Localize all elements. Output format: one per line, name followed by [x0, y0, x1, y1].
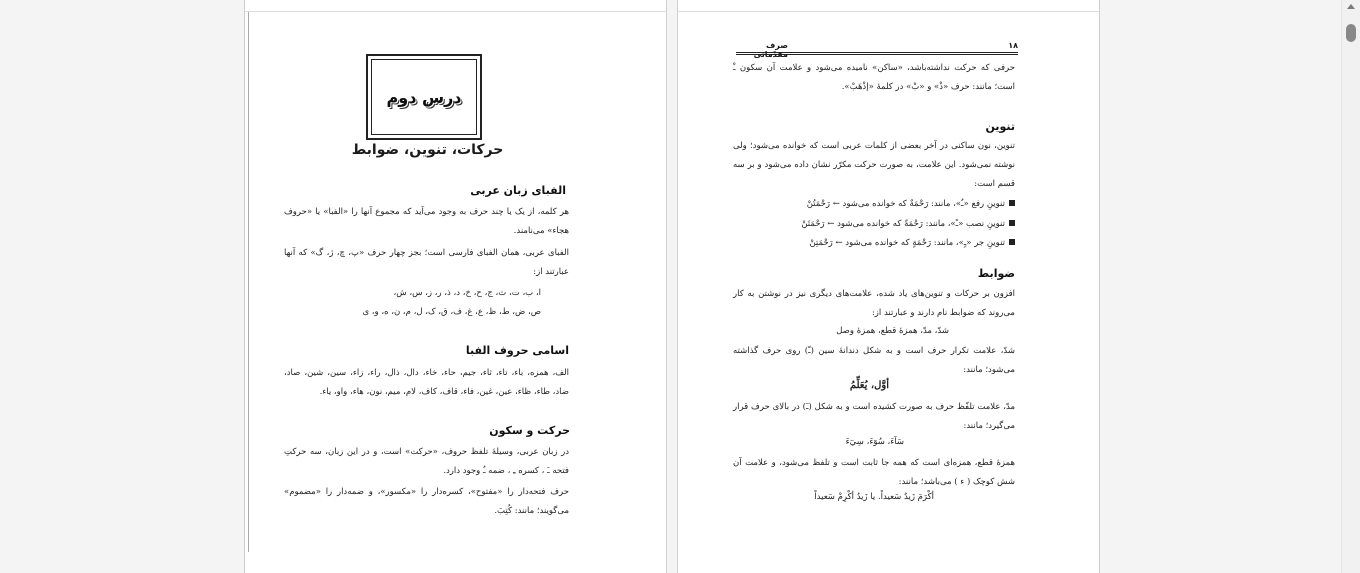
paragraph: الف، همزه، باء، تاء، ثاء، جیم، حاء، خاء، دال، ذال، راء، زاء، سین، شین، صاد، ضاد، طاء، ظاء، عین، غین، فاء، قاف، کاف، لام، میم، نون، هاء، واو، یاء. — [284, 368, 569, 397]
alphabet-line: ا، ب، ت، ث، ج، ح، خ، د، ذ، ر، ز، س، ش، — [393, 288, 541, 298]
scroll-up-arrow-icon[interactable] — [1347, 4, 1355, 9]
lesson-label: درس دوم — [386, 87, 462, 107]
section-heading: حرکت و سکون — [489, 424, 570, 437]
scan-border — [248, 12, 249, 552]
example-line: سَآءَ، سُوٓءَ، سِيٓءَ — [845, 437, 904, 447]
list-item: تنوینِ نصب «ـً»، مانند: رَحْمَةً که خوانده می‌شود ← رَحْمَتَنْ — [801, 219, 1015, 229]
bullet-icon — [1009, 220, 1015, 226]
section-heading: الفبای زبان عربی — [470, 184, 566, 197]
section-heading: ضوابط — [977, 267, 1015, 280]
paragraph: هر کلمه، از یک یا چند حرف به وجود می‌آید که مجموع آنها را «الفبا» یا «حروف هجاء» می‌نامند. — [284, 207, 569, 236]
paragraph: تنوین، نون ساکنی در آخر بعضی از کلمات عربی است که خوانده می‌شود؛ ولی نوشته نمی‌شود. این علامت، به صورت حرکت مکرّر نشان داده می‌شود و بر سه قسم است: — [733, 141, 1015, 189]
section-heading: تنوین — [985, 120, 1015, 133]
page-left — [244, 0, 667, 573]
list-item: تنوینِ جر «ـٍ»، مانند: رَحْمَةٍ که خوانده می‌شود ← رَحْمَتِنْ — [809, 238, 1015, 248]
alphabet-line: ص، ض، ط، ظ، ع، غ، ف، ق، ک، ل، م، ن، ه، و، ی — [362, 307, 541, 317]
paragraph: افزون بر حرکات و تنوین‌های یاد شده، علامت‌های دیگری نیز در نوشتن به کار می‌روند که ضوابط نام دارند و عبارتند از: — [733, 289, 1015, 318]
page-right — [677, 0, 1100, 573]
list-line: شدّ، مدّ، همزهٔ قطع، همزهٔ وصل — [836, 326, 949, 336]
paragraph: در زبان عربی، وسیلهٔ تلفظ حروف، «حرکت» است، و در این زبان، سه حرکتِ فتحه ـَ ، کسره ـِ ، ضمه ـُ وجود دارد. — [284, 447, 569, 476]
running-title: صرف مقدّماتی — [753, 41, 788, 59]
scan-border — [245, 11, 666, 12]
paragraph: مدّ، علامت تلفّظ حرف به صورت کشیده است و به شکل (ـٓ) در بالای حرف قرار می‌گیرد؛ مانند: — [733, 402, 1015, 431]
paragraph: همزهٔ قطع، همزه‌ای است که همه جا ثابت است و تلفظ می‌شود، و علامت آن شش کوچک ( ء ) می‌باشد؛ مانند: — [733, 458, 1015, 487]
scan-border — [678, 11, 1099, 12]
paragraph: حرفی که حرکت نداشته‌باشد، «ساکن» نامیده می‌شود و علامت آن سکون ـْ است؛ مانند: حرف «ذْ» و «بْ» در کلمهٔ «إذْهَبْ». — [733, 63, 1015, 92]
paragraph: حرف فتحه‌دار را «مفتوح»، کسره‌دار را «مکسور»، و ضمه‌دار را «مضموم» می‌گویند؛ مانند: کُتِبَ. — [284, 487, 569, 516]
paragraph: شدّ، علامت تکرار حرف است و به شکل دندانهٔ سین (ـّ) روی حرف گذاشته می‌شود؛ مانند: — [733, 346, 1015, 375]
example-line: أكْرَمَ زَيدٌ سَعيداً. يا زَيدُ أكْرِمْ سَعيداً — [814, 492, 934, 502]
chapter-title: حرکات، تنوین، ضوابط — [351, 142, 504, 158]
section-heading: اسامی حروف الفبا — [465, 344, 569, 357]
scrollbar-thumb[interactable] — [1346, 24, 1356, 42]
example-line: أوَّل، يُعَلِّمُ — [849, 380, 889, 391]
page-number: ۱۸ — [1008, 41, 1018, 50]
list-item: تنوینِ رفع «ـٌ»، مانند: رَحْمَةٌ که خوانده می‌شود ← رَحْمَتُنْ — [807, 199, 1015, 209]
bullet-icon — [1009, 239, 1015, 245]
lesson-label-box — [366, 54, 482, 140]
paragraph: الفبای عربی، همان الفبای فارسی است؛ بجز چهار حرف «پ، چ، ژ، گ» که آنها عبارتند از: — [284, 248, 569, 277]
bullet-icon — [1009, 200, 1015, 206]
vertical-scrollbar[interactable] — [1341, 0, 1360, 573]
running-header — [736, 39, 1018, 59]
